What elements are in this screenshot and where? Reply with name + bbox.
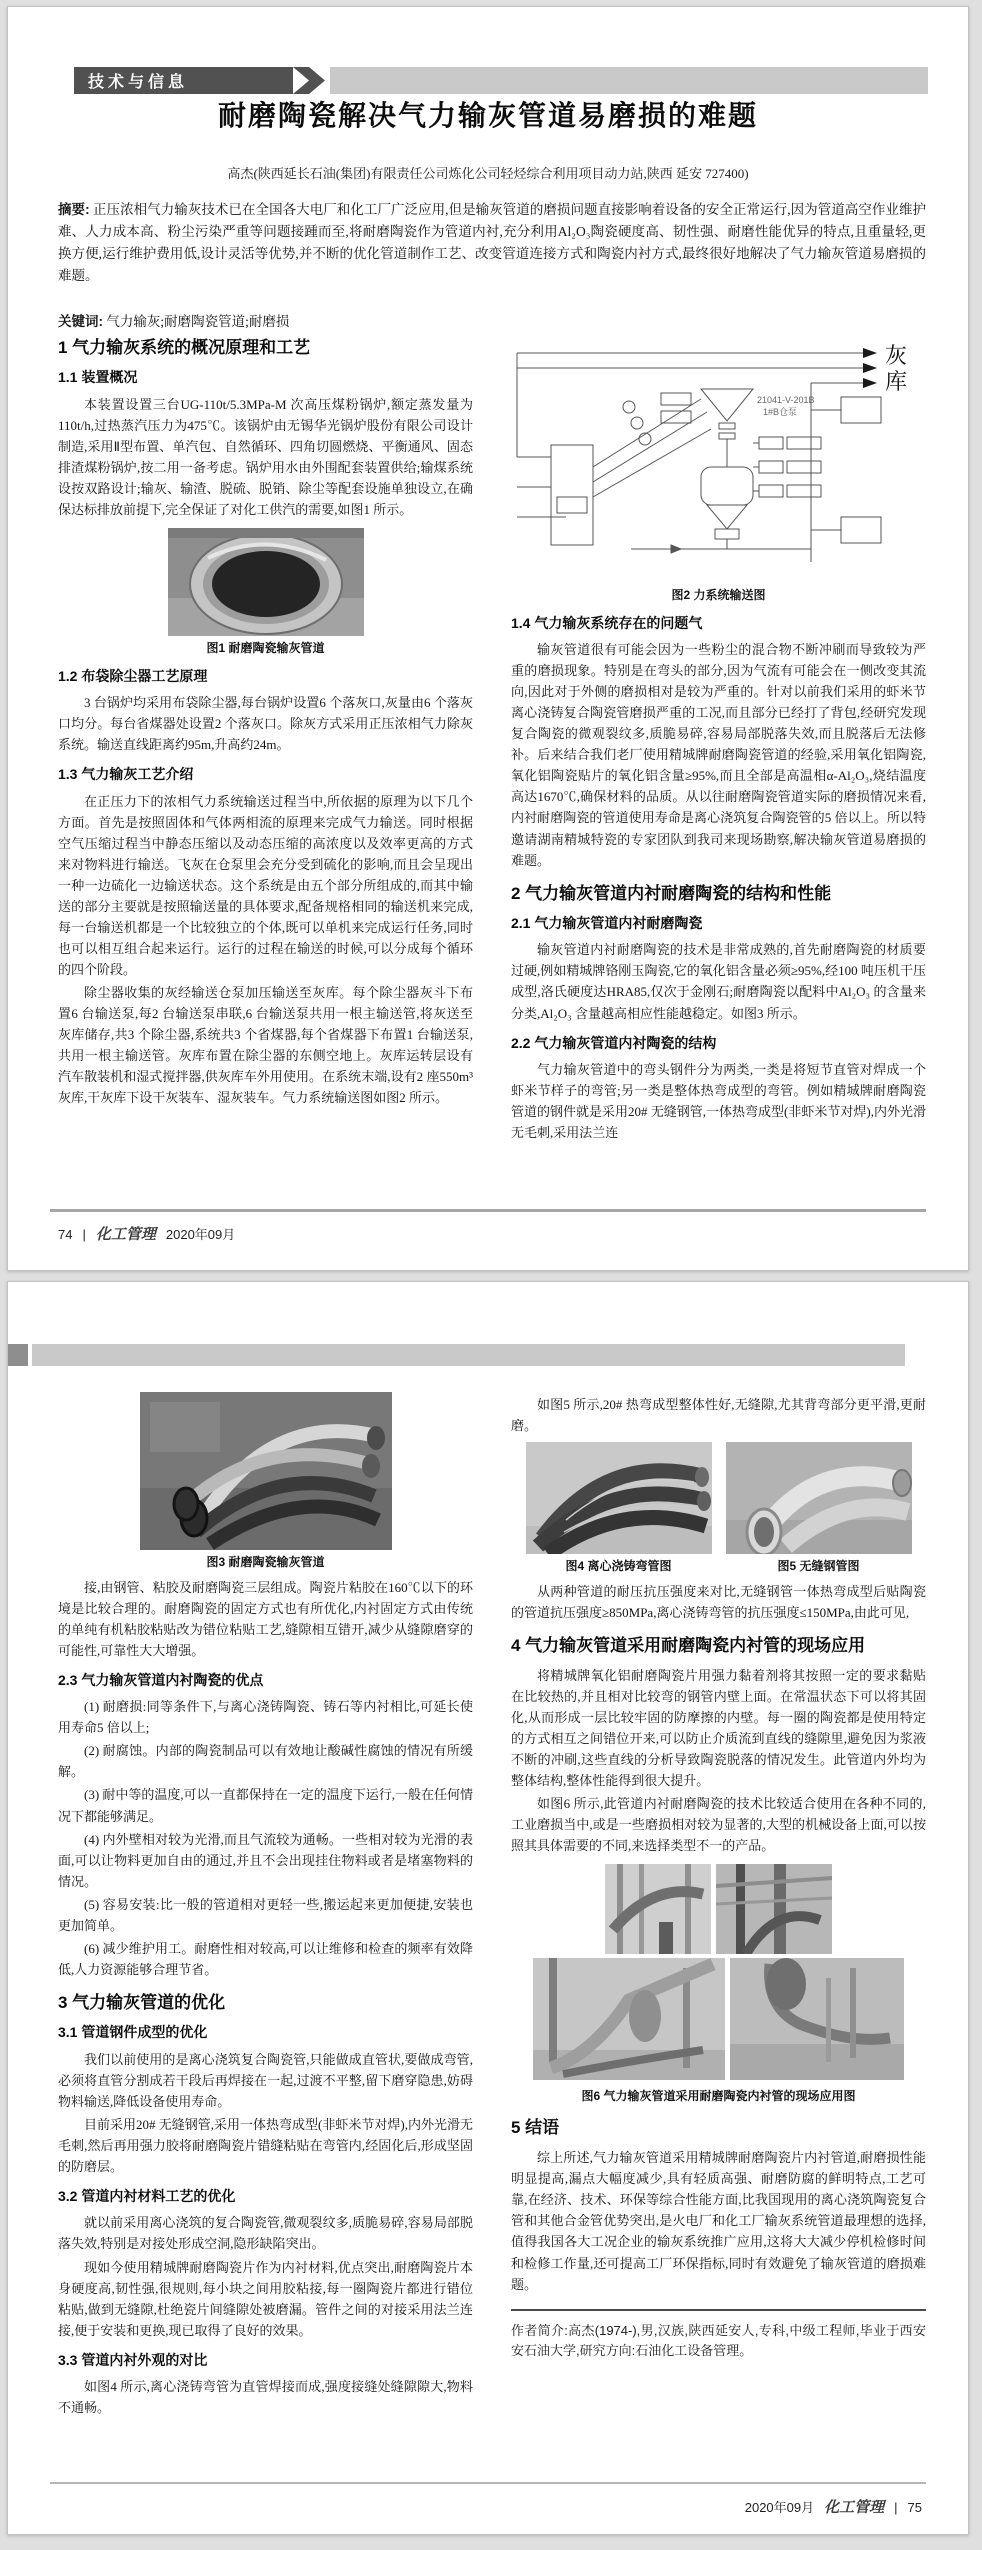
figure-6-photo-4 <box>730 1958 904 2080</box>
section-heading: 2.2 气力输灰管道内衬陶瓷的结构 <box>511 1034 717 1051</box>
paragraph: 输灰管道内衬耐磨陶瓷的技术是非常成熟的,首先耐磨陶瓷的材质要过硬,例如精城牌铬刚玉陶瓷,它的氧化铝含量必须≥95%,经100 吨压机干压成型,洛氏硬度达HRA85,仅次于金刚石;耐磨陶瓷以配料中Al₂O₃ 的含量来分类,Al₂O₃ 含量越高相应性能越稳定。如图3 所示。 <box>511 942 926 1021</box>
page1-left-column <box>58 337 473 1145</box>
page2-footer <box>745 2496 922 2517</box>
svg-text:库: 库 <box>885 369 908 394</box>
keywords-label: 关键词: <box>58 314 103 329</box>
section-heading: 3.1 管道钢件成型的优化 <box>58 2024 208 2041</box>
paragraph: 3 台锅炉均采用布袋除尘器,每台锅炉设置6 个落灰口,灰量由6 个落灰口均分。每台省煤器处设置2 个落灰口。除灰方式采用正压浓相气力除灰系统。输送直线距离约95m,升高约24m。 <box>58 695 473 753</box>
author-line: 高杰(陕西延长石油(集团)有限责任公司炼化公司轻烃综合利用项目动力站,陕西 延安 727400) <box>227 166 749 181</box>
section-tag-label: 技术与信息 <box>88 74 189 91</box>
figure-4-caption: 图4 离心浇铸弯管图 <box>565 1559 672 1574</box>
figure-4-5-row <box>511 1442 926 1575</box>
section-heading: 2.1 气力输灰管道内衬耐磨陶瓷 <box>511 914 703 931</box>
journal-logo: 化工管理 <box>95 1225 156 1243</box>
paragraph: 现如今使用精城牌耐磨陶瓷片作为内衬材料,优点突出,耐磨陶瓷片本身硬度高,韧性强,很规则,每小块之间用胶粘接,每一圈陶瓷片都进行错位粘贴,做到无缝隙,杜绝瓷片间缝隙处被磨漏。管件之间的对接采用法兰连接,便于安装和更换,现已取得了良好的效果。 <box>58 2259 473 2338</box>
page-number: 75 <box>907 2500 922 2515</box>
section-heading: 1 气力输灰系统的概况原理和工艺 <box>58 338 311 357</box>
section-heading: 3.3 管道内衬外观的对比 <box>58 2351 208 2368</box>
figure-1 <box>58 528 473 657</box>
figure-6-photo-1 <box>605 1864 711 1954</box>
section-heading: 3.2 管道内衬材料工艺的优化 <box>58 2187 236 2204</box>
section-heading: 1.4 气力输灰系统存在的问题气 <box>511 614 703 631</box>
section-heading: 5 结语 <box>511 2118 560 2138</box>
page2-right-column <box>511 1392 926 2420</box>
svg-text:21041-V-201B: 21041-V-201B <box>757 395 815 405</box>
chevron-right-icon <box>293 67 325 94</box>
paragraph: 就以前采用离心浇筑的复合陶瓷管,微观裂纹多,质脆易碎,容易局部脱落失效,特别是对接处形成空洞,隐形缺陷突出。 <box>58 2215 473 2252</box>
section-heading: 1.1 装置概况 <box>58 369 138 386</box>
paragraph: 接,由钢管、粘胶及耐磨陶瓷三层组成。陶瓷片粘胶在160℃以下的环境是比较合理的。耐磨陶瓷的固定方式也有所优化,内衬固定方式由传统的单纯有机粘胶粘贴改为错位粘贴工艺,缝隙相互错开,减少从缝隙磨穿的可能性,可靠性大大增强。 <box>58 1579 473 1658</box>
issue-date: 2020年09月 <box>744 2500 815 2515</box>
list-item: (3) 耐中等的温度,可以一直都保持在一定的温度下运行,一般在任何情况下都能够满足。 <box>58 1787 473 1824</box>
author-bio: 作者简介:高杰(1974-),男,汉族,陕西延安人,专科,中级工程师,毕业于西安安石油大学,研究方向:石油化工设备管理。 <box>511 2309 926 2361</box>
paragraph: 从两种管道的耐压抗压强度来对比,无缝钢管一体热弯成型后贴陶瓷的管道抗压强度≥850MPa,离心浇铸弯管的抗压强度≤150MPa,由此可见, <box>511 1583 926 1620</box>
figure-3 <box>58 1392 473 1571</box>
page1-columns <box>58 337 926 1145</box>
list-item: (2) 耐腐蚀。内部的陶瓷制品可以有效地让酸碱性腐蚀的情况有所缓解。 <box>58 1743 473 1780</box>
svg-text:灰: 灰 <box>885 343 908 368</box>
paragraph: 如图5 所示,20# 热弯成型整体性好,无缝隙,尤其背弯部分更平滑,更耐磨。 <box>511 1397 926 1434</box>
footer-rule <box>50 1209 926 1212</box>
footer-rule <box>50 2482 926 2484</box>
page1-footer <box>58 1223 235 1244</box>
page2-left-column <box>58 1392 473 2420</box>
figure-5 <box>726 1442 912 1575</box>
paragraph: 输灰管道很有可能会因为一些粉尘的混合物不断冲刷而导致较为严重的磨损现象。特别是在弯头的部分,因为气流有可能会在一侧改变其流向,因此对于外侧的磨损相对是较为严重的。针对以前我们采用的虾米节离心浇铸复合陶瓷管磨损严重的工况,而且部分已经打了背包,经研究发现复合陶瓷的微观裂纹多,质脆易碎,容易局部脱落失效,而且脱落后无法修补。后来结合我们老厂使用精城牌耐磨陶瓷管道的经验,采用氧化铝陶瓷,氧化铝陶瓷贴片的氧化铝含量≥95%,而且全部是高温相α-Al₂O₃,烧结温度高达1670℃,确保材料的品质。从以往耐磨陶瓷管道实际的磨损情况来看,内衬耐磨陶瓷的管道使用寿命是离心浇筑复合陶瓷管的5 倍以上。所以特邀请湖南精城特瓷的专家团队到我司来现场勘察,解决输灰管道易磨损的难题。 <box>511 642 926 868</box>
header-gray-bar <box>330 67 928 94</box>
figure-6-photo-3 <box>533 1958 725 2080</box>
figure-4 <box>526 1442 712 1575</box>
section-heading: 3 气力输灰管道的优化 <box>58 1992 226 2012</box>
keywords-block <box>58 310 926 330</box>
figure-2-image-system-diagram <box>511 337 926 583</box>
issue-date: 2020年09月 <box>165 1227 236 1242</box>
figure-5-caption: 图5 无缝钢管图 <box>777 1559 860 1574</box>
section-tag-banner <box>74 67 928 94</box>
list-item: (5) 容易安装:比一般的管道相对更轻一些,搬运起来更加便捷,安装也更加简单。 <box>58 1896 473 1933</box>
figure-2 <box>511 337 926 604</box>
section-heading: 1.2 布袋除尘器工艺原理 <box>58 667 208 684</box>
abstract-label: 摘要: <box>58 202 90 217</box>
figure-6-photo-2 <box>716 1864 832 1954</box>
header-dark-tab <box>8 1344 28 1366</box>
paragraph: 将精城牌氧化铝耐磨陶瓷片用强力黏着剂将其按照一定的要求黏贴在比较热的,并且相对比较弯的钢管内壁上面。在常温状态下可以将其固化,从而形成一层比较牢固的防摩擦的内壁。每一圈的陶瓷都是使用特定的方式相互之间错位开来,可以防止介质流到直线的缝隙里,避免因为浆液不断的冲刷,这些直线的分析导致陶瓷脱落的情况发生。此管道内外均为整体结构,整体性能得到很大提升。 <box>511 1668 926 1789</box>
figure-6-top-row <box>605 1864 832 1954</box>
figure-6-caption: 图6 气力输灰管道采用耐磨陶瓷内衬管的现场应用图 <box>581 2089 856 2104</box>
figure-1-image-pipe-photo <box>168 528 364 636</box>
page-2 <box>7 1281 969 2535</box>
list-item: (6) 减少维护用工。耐磨性相对较高,可以让维修和检查的频率有效降低,人力资源能够合理节省。 <box>58 1940 473 1977</box>
paragraph: 如图6 所示,此管道内衬耐磨陶瓷的技术比较适合使用在各种不同的,工业磨损当中,或是一些磨损相对较为显著的,大型的机械设备上面,可以按照其具体需要的不同,来选择类型不一的产品。 <box>511 1796 926 1854</box>
figure-2-caption: 图2 力系统输送图 <box>671 588 766 602</box>
figure-6 <box>511 1864 926 2105</box>
section-tag <box>74 67 293 94</box>
section-heading: 2 气力输灰管道内衬耐磨陶瓷的结构和性能 <box>511 883 832 903</box>
paragraph: 综上所述,气力输灰管道采用精城牌耐磨陶瓷片内衬管道,耐磨损性能明显提高,漏点大幅度减少,具有轻质高强、耐磨防腐的鲜明特点,工艺可靠,在经济、技术、环保等综合性能方面,比我国现用的离心浇筑陶瓷复合管和其他合金管优势突出,是火电厂和化工厂输灰系统管道最理想的选择,值得我国各大工况企业的输灰系统推广应用,这将大大减少停机检修时间和检修工作量,还可提高工厂环保指标,同时有效避免了输灰管道的磨损难题。 <box>511 2150 926 2292</box>
page-number: 74 <box>58 1227 73 1242</box>
figure-3-image-bent-pipes-photo <box>140 1392 392 1550</box>
footer-separator: | <box>894 2500 898 2515</box>
paragraph: 本装置设置三台UG-110t/5.3MPa-M 次高压煤粉锅炉,额定蒸发量为110t/h,过热蒸汽压力为475℃。该锅炉由无锡华光锅炉股份有限公司设计制造,采用Ⅱ型布置、单汽包、自然循环、四角切圆燃烧、平衡通风、固态排渣煤粉锅炉,按二用一备考虑。锅炉用水由外围配套装置供给;输煤系统设按双路设计;输灰、输渣、脱硫、脱销、除尘等配套设施单独设立,在确保达标排放前提下,完全保证了对化工供汽的需要,如图1 所示。 <box>58 396 473 517</box>
figure-6-bottom-row <box>533 1958 904 2080</box>
section-heading: 1.3 气力输灰工艺介绍 <box>58 766 194 783</box>
section-heading: 2.3 气力输灰管道内衬陶瓷的优点 <box>58 1671 264 1688</box>
paragraph: 我们以前使用的是离心浇筑复合陶瓷管,只能做成直管状,要做成弯管,必须将直管分割成若干段后再焊接在一起,过渡不平整,留下磨穿隐患,妨碍物料输送,降低设备使用寿命。 <box>58 2051 473 2109</box>
journal-logo: 化工管理 <box>824 2498 885 2516</box>
list-item: (1) 耐磨损:同等条件下,与离心浇铸陶瓷、铸石等内衬相比,可延长使用寿命5 倍以上; <box>58 1699 473 1736</box>
paragraph: 如图4 所示,离心浇铸弯管为直管焊接而成,强度接缝处缝隙隙大,物料不通畅。 <box>58 2379 473 2416</box>
svg-text:1#B仓泵: 1#B仓泵 <box>763 407 798 417</box>
paragraph: 目前采用20# 无缝钢管,采用一体热弯成型(非虾米节对焊),内外光滑无毛刺,然后再用强力胶将耐磨陶瓷片错缝粘贴在弯管内,经固化后,形成坚固的防磨层。 <box>58 2116 473 2174</box>
list-item: (4) 内外壁相对较为光滑,而且气流较为通畅。一些相对较为光滑的表面,可以让物料更加自由的通过,并且不会出现挂住物料或者是堵塞物料的情况。 <box>58 1831 473 1889</box>
figure-3-caption: 图3 耐磨陶瓷输灰管道 <box>206 1555 325 1569</box>
page2-columns <box>58 1392 926 2420</box>
abstract-block <box>58 199 926 287</box>
section-heading: 4 气力输灰管道采用耐磨陶瓷内衬管的现场应用 <box>511 1635 866 1655</box>
page-1 <box>7 6 969 1271</box>
header-gray-bar <box>32 1344 905 1366</box>
article-title: 耐磨陶瓷解决气力输灰管道易磨损的难题 <box>217 100 758 131</box>
paragraph: 除尘器收集的灰经输送仓泵加压输送至灰库。每个除尘器灰斗下布置6 台输送泵,每2 台输送泵串联,6 台输送泵共用一根主输送管,将灰送至灰库储存,共3 个除尘器,系统共3 个省煤器,每个省煤器下布置1 台输送泵,共用一根主输送管。灰库布置在除尘器的东侧空地上。灰库运转层设有汽车散装机和湿式搅拌器,供灰库车外用使用。在系统末端,设有2 座550m³ 灰库,干灰库下设干灰装车、湿灰装车。气力系统输送图如图2 所示。 <box>58 985 473 1106</box>
abstract-text: 正压浓相气力输灰技术已在全国各大电厂和化工厂广泛应用,但是输灰管道的磨损问题直接影响着设备的安全正常运行,因为管道高空作业维护难、人力成本高、粉尘污染严重等问题接踵而至,将耐磨陶瓷作为管道内衬,充分利用Al₂O₃陶瓷硬度高、韧性强、耐磨性能优异的特点,且重量轻,更换方便,运行维护费用低,设计灵活等优势,并不断的优化管道制作工艺、改变管道连接方式和陶瓷内衬方式,最终很好地解决了气力输灰管道易磨损的难题。 <box>58 202 927 283</box>
page1-right-column <box>511 337 926 1145</box>
footer-separator: | <box>82 1227 86 1242</box>
keywords-text: 气力输灰;耐磨陶瓷管道;耐磨损 <box>106 314 290 329</box>
paragraph: 在正压力下的浓相气力系统输送过程当中,所依据的原理为以下几个方面。首先是按照固体和气体两相流的原理来完成气力输送。同时根据空气压缩过程当中静态压缩以及动态压缩的高浓度以及效率更高的方式来对物料进行输送。飞灰在仓泵里会充分受到硫化的影响,而且会呈现出一种一边硫化一边输送状态。这个系统是由五个部分所组成的,而其中输送的部分主要就是按照输送量的具体要求,配备规格相同的输送机来完成,每一台输送机都是一个比较独立的个体,既可以单机来完成运行任务,同时也可以相互组合起来运行。运行的过程在输送的时候,可以分成每个循环的四个阶段。 <box>58 793 473 978</box>
figure-1-caption: 图1 耐磨陶瓷输灰管道 <box>206 641 325 656</box>
figure-4-image-cast-bend-photo <box>526 1442 712 1554</box>
paragraph: 气力输灰管道中的弯头钢件分为两类,一类是将短节直管对焊成一个虾米节样子的弯管;另一类是整体热弯成型的弯管。例如精城牌耐磨陶瓷管道的钢件就是采用20# 无缝钢管,一体热弯成型(非虾米节对焊),内外光滑无毛刺,采用法兰连 <box>511 1062 926 1141</box>
figure-5-image-seamless-pipe-photo <box>726 1442 912 1554</box>
